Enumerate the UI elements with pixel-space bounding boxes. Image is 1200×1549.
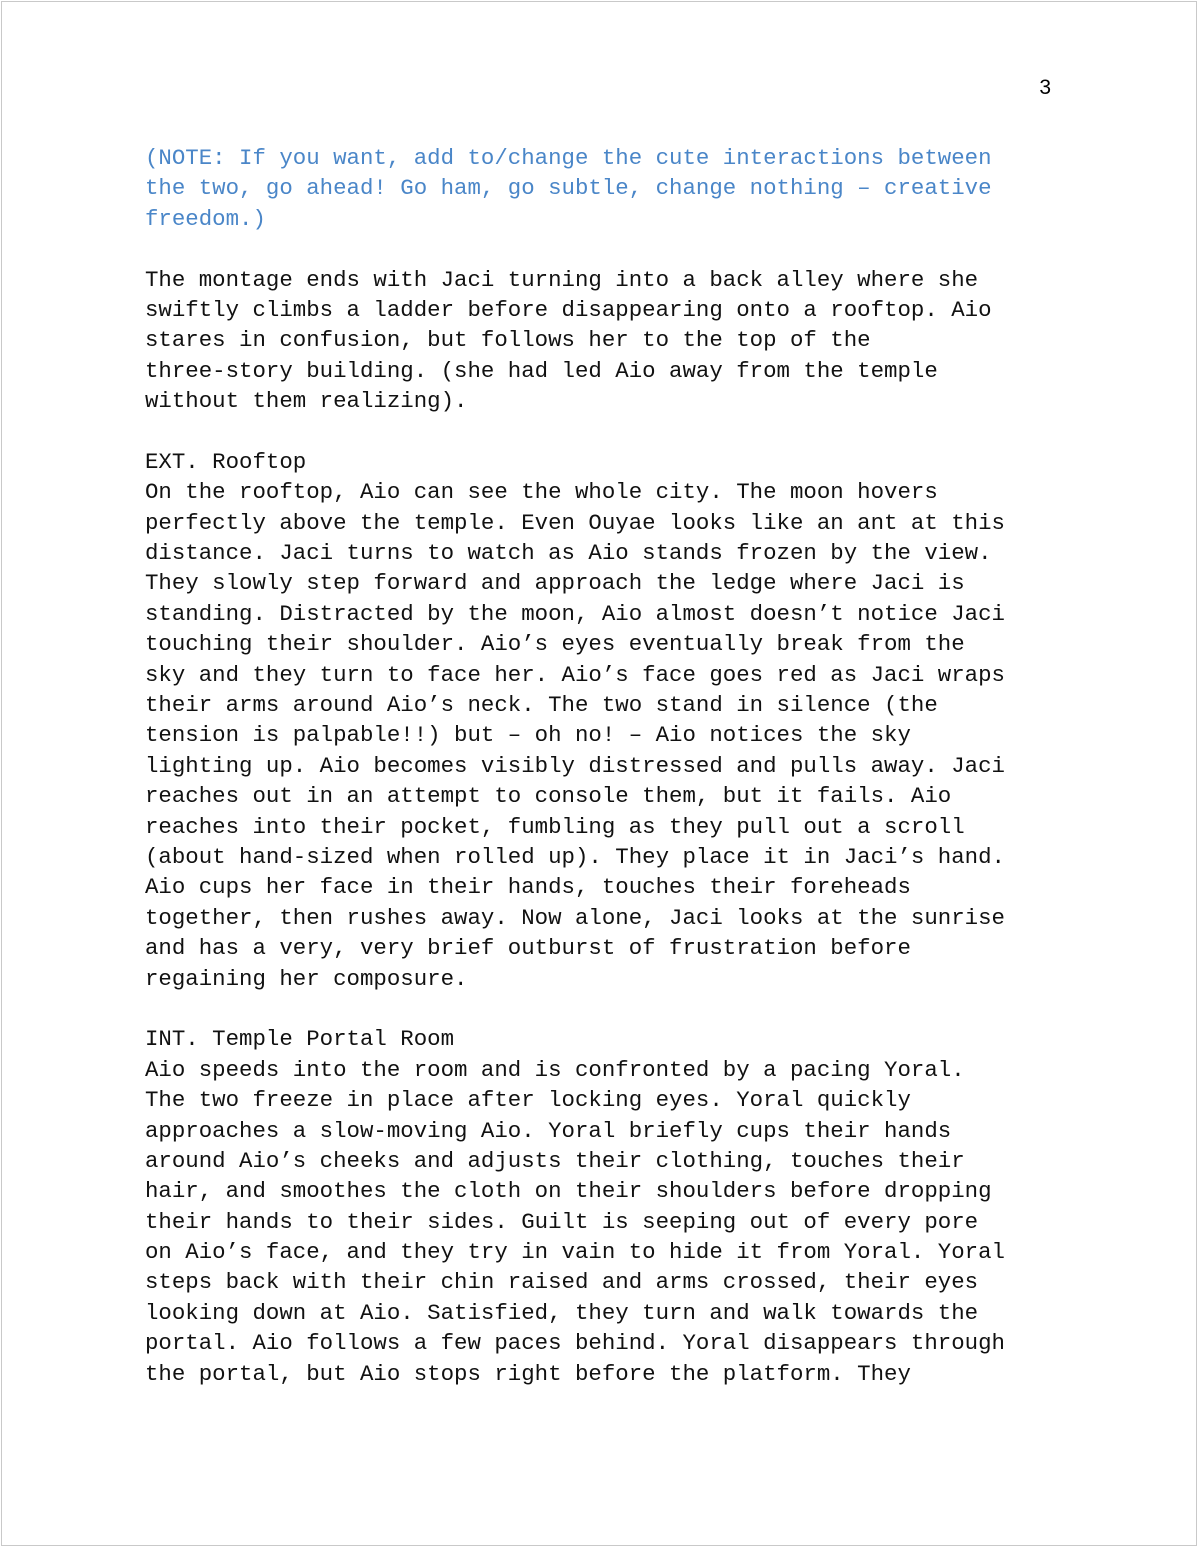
paragraph-line: The montage ends with Jaci turning into a back alley where she [145, 266, 979, 293]
scene-line: Aio cups her face in their hands, touches their foreheads [145, 874, 911, 901]
scene-heading: INT. Temple Portal Room [145, 1026, 455, 1053]
scene-line: (about hand-sized when rolled up). They place it in Jaci’s hand. [145, 843, 1005, 870]
note-line: freedom.) [145, 205, 266, 232]
page-number: 3 [1039, 76, 1051, 99]
scene-line: reaches into their pocket, fumbling as they pull out a scroll [145, 813, 965, 840]
scene-line: sky and they turn to face her. Aio’s face goes red as Jaci wraps [145, 661, 1005, 688]
scene-line: Aio speeds into the room and is confronted by a pacing Yoral. [145, 1056, 965, 1083]
scene-line: standing. Distracted by the moon, Aio almost doesn’t notice Jaci [145, 600, 1005, 627]
scene-line: On the rooftop, Aio can see the whole city. The moon hovers [145, 479, 938, 506]
scene-line: perfectly above the temple. Even Ouyae looks like an ant at this [145, 509, 1005, 536]
scene-line: lighting up. Aio becomes visibly distressed and pulls away. Jaci [145, 752, 1005, 779]
scene-heading: EXT. Rooftop [145, 448, 307, 475]
scene-line: The two freeze in place after locking eyes. Yoral quickly [145, 1087, 911, 1114]
scene-line: approaches a slow-moving Aio. Yoral briefly cups their hands [145, 1117, 952, 1144]
scene-line: hair, and smoothes the cloth on their shoulders before dropping [145, 1178, 992, 1205]
scene-line: regaining her composure. [145, 965, 468, 992]
scene-line: their hands to their sides. Guilt is seeping out of every pore [145, 1208, 979, 1235]
scene-line: on Aio’s face, and they try in vain to hide it from Yoral. Yoral [145, 1239, 1005, 1266]
note-line: (NOTE: If you want, add to/change the cute interactions between [145, 145, 992, 171]
scene-line: reaches out in an attempt to console them, but it fails. Aio [145, 783, 952, 810]
scene-line: together, then rushes away. Now alone, Jaci looks at the sunrise [145, 904, 1005, 931]
scene-line: touching their shoulder. Aio’s eyes eventually break from the [145, 631, 965, 658]
scene-line: steps back with their chin raised and arms crossed, their eyes [145, 1269, 979, 1296]
paragraph-line: stares in confusion, but follows her to the top of the [145, 327, 871, 354]
paragraph-line: swiftly climbs a ladder before disappearing onto a rooftop. Aio [145, 296, 992, 323]
montage-paragraph [145, 265, 1065, 417]
scene-line: distance. Jaci turns to watch as Aio stands frozen by the view. [145, 540, 992, 567]
scene-line: the portal, but Aio stops right before the platform. They [145, 1360, 911, 1387]
blank-line [145, 417, 1065, 447]
scene-line: their arms around Aio’s neck. The two stand in silence (the [145, 692, 938, 719]
creative-note [145, 143, 1065, 234]
paragraph-line: three-story building. (she had led Aio away from the temple [145, 357, 938, 384]
note-line: the two, go ahead! Go ham, go subtle, change nothing – creative [145, 175, 992, 202]
page-content [145, 143, 1065, 1389]
scene-line: portal. Aio follows a few paces behind. Yoral disappears through [145, 1330, 1005, 1357]
paragraph-line: without them realizing). [145, 388, 468, 415]
document-page [1, 1, 1197, 1546]
blank-line [145, 234, 1065, 264]
scene-line: around Aio’s cheeks and adjusts their clothing, touches their [145, 1147, 965, 1174]
scene-line: looking down at Aio. Satisfied, they turn and walk towards the [145, 1299, 979, 1326]
scene-rooftop [145, 447, 1065, 994]
scene-line: and has a very, very brief outburst of frustration before [145, 935, 911, 962]
scene-portal-room [145, 1024, 1065, 1389]
scene-line: tension is palpable!!) but – oh no! – Aio notices the sky [145, 722, 911, 749]
scene-line: They slowly step forward and approach the ledge where Jaci is [145, 570, 965, 597]
blank-line [145, 994, 1065, 1024]
